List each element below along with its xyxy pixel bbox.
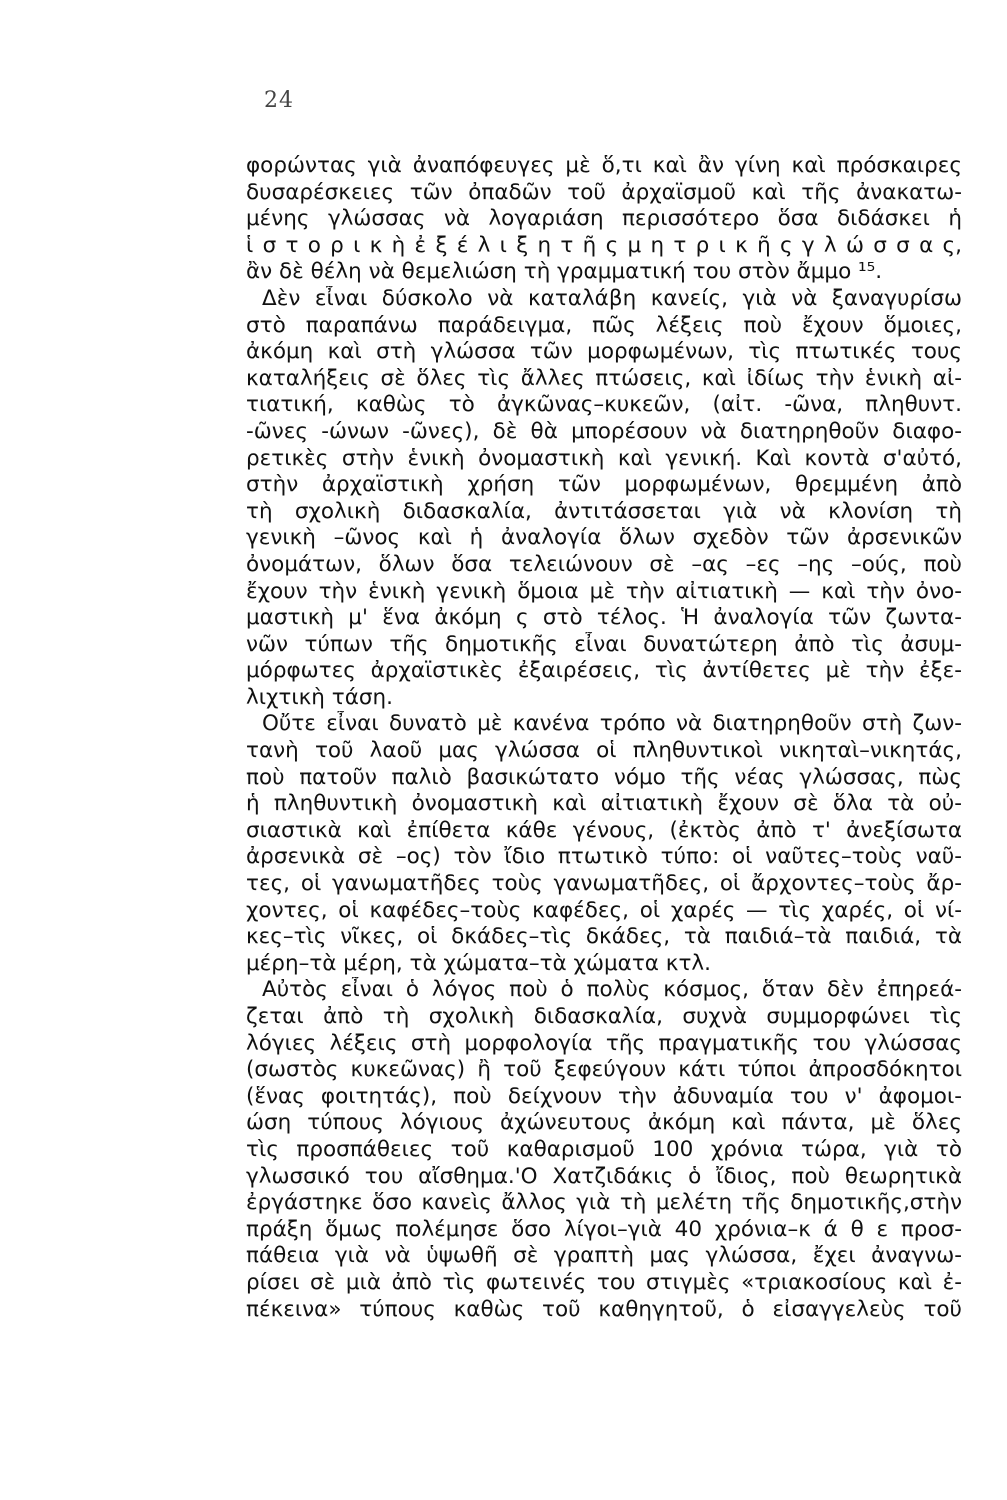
text-line: ποὺ πατοῦν παλιὸ βασικώτατο νόμο τῆς νέας γλώσσας, πὼς — [246, 764, 962, 790]
text-line: μέρη–τὰ μέρη, τὰ χώματα–τὰ χώματα κτλ. — [246, 950, 711, 976]
paragraph — [246, 153, 962, 286]
text-line: ὀνομάτων, ὅλων ὅσα τελειώνουν σὲ –ας –ες –ης –ούς, ποὺ — [246, 551, 962, 577]
text-line: τες, οἱ γανωματῆδες τοὺς γανωματῆδες, οἱ ἄρχοντες–τοὺς ἄρ- — [246, 871, 962, 897]
text-line: ζεται ἀπὸ τὴ σχολικὴ διδασκαλία, συχνὰ συμμορφώνει τὶς — [246, 1004, 962, 1029]
text-line: νῶν τύπων τῆς δημοτικῆς εἶναι δυνατώτερη ἀπὸ τὶς ἀσυμ- — [246, 631, 962, 657]
text-line: λόγιες λέξεις στὴ μορφολογία τῆς πραγματικῆς του γλώσσας — [246, 1030, 962, 1056]
text-line: ρετικὲς στὴν ἑνικὴ ὀνομαστικὴ καὶ γενική. Καὶ κοντὰ σ'αὐτό, — [246, 445, 962, 471]
text-line: Οὔτε εἶναι δυνατὸ μὲ κανένα τρόπο νὰ διατηρηθοῦν στὴ ζων- — [262, 711, 962, 737]
text-line: ἀκόμη καὶ στὴ γλώσσα τῶν μορφωμένων, τὶς πτωτικές τους — [246, 339, 962, 365]
text-line: Δὲν εἶναι δύσκολο νὰ καταλάβη κανείς, γιὰ νὰ ξαναγυρίσω — [262, 285, 962, 311]
text-line: κες–τὶς νῖκες, οἱ δκάδες–τὶς δκάδες, τὰ παιδιά–τὰ παιδιά, τὰ — [246, 924, 962, 950]
text-line: τανὴ τοῦ λαοῦ μας γλώσσα οἱ πληθυντικοὶ νικηταὶ–νικητάς, — [246, 738, 962, 764]
text-line: τὶς προσπάθειες τοῦ καθαρισμοῦ 100 χρόνια τώρα, γιὰ τὸ — [246, 1136, 962, 1162]
text-line: μόρφωτες ἀρχαϊστικὲς ἐξαιρέσεις, τὶς ἀντίθετες μὲ τὴν ἐξε- — [246, 658, 962, 684]
paragraph — [246, 711, 962, 977]
text-line: στὸ παραπάνω παράδειγμα, πῶς λέξεις ποὺ ἔχουν ὅμοιες, — [246, 312, 962, 338]
text-line: ἔχουν τὴν ἑνικὴ γενικὴ ὅμοια μὲ τὴν αἰτιατικὴ — καὶ τὴν ὀνο- — [246, 578, 962, 604]
text-line: ἀρσενικὰ σὲ –ος) τὸν ἴδιο πτωτικὸ τύπο: οἱ ναῦτες–τοὺς ναῦ- — [246, 844, 962, 870]
text-line: καταλήξεις σὲ ὅλες τὶς ἄλλες πτώσεις, καὶ ἰδίως τὴν ἑνικὴ αἰ- — [246, 365, 962, 391]
text-line: χοντες, οἱ καφέδες–τοὺς καφέδες, οἱ χαρές — τὶς χαρές, οἱ νί- — [246, 897, 962, 923]
text-line: γλωσσικό του αἴσθημα.'Ο Χατζιδάκις ὁ ἴδιος, ποὺ θεωρητικὰ — [246, 1163, 962, 1189]
page-number: 24 — [264, 88, 294, 113]
text-line: (σωστὸς κυκεῶνας) ἢ τοῦ ξεφεύγουν κάτι τύποι ἀπροσδόκητοι — [246, 1057, 962, 1083]
text-line: -ῶνες -ώνων -ῶνες), δὲ θὰ μπορέσουν νὰ διατηρηθοῦν διαφο- — [246, 418, 962, 444]
text-line: πάθεια γιὰ νὰ ὑψωθῆ σὲ γραπτὴ μας γλώσσα, ἔχει ἀναγνω- — [246, 1243, 962, 1269]
paragraph — [246, 286, 962, 712]
paragraph — [246, 977, 962, 1323]
text-line: (ἕνας φοιτητάς), ποὺ δείχνουν τὴν ἀδυναμία του ν' ἀφομοι- — [246, 1083, 962, 1109]
text-line: μαστικὴ μ' ἕνα ἀκόμη ς στὸ τέλος. Ἡ ἀναλογία τῶν ζωντα- — [246, 605, 962, 631]
text-line: φορώντας γιὰ ἀναπόφευγες μὲ ὅ,τι καὶ ἂν γίνη καὶ πρόσκαιρες — [246, 153, 962, 178]
text-line: σιαστικὰ καὶ ἐπίθετα κάθε γένους, (ἐκτὸς ἀπὸ τ' ἀνεξίσωτα — [246, 817, 962, 843]
text-line: ρίσει σὲ μιὰ ἀπὸ τὶς φωτεινές του στιγμὲς «τριακοσίους καὶ ἐ- — [246, 1269, 962, 1295]
text-line: μένης γλώσσας νὰ λογαριάση περισσότερο ὅσα διδάσκει ἡ — [246, 206, 962, 232]
text-line: ἡ πληθυντικὴ ὀνομαστικὴ καὶ αἰτιατικὴ ἔχουν σὲ ὅλα τὰ οὐ- — [246, 791, 962, 817]
text-line: στὴν ἀρχαϊστικὴ χρήση τῶν μορφωμένων, θρεμμένη ἀπὸ — [246, 472, 962, 498]
text-line: ἱ σ τ ο ρ ι κ ὴ ἐ ξ έ λ ι ξ η τ ῆ ς μ η τ ρ ι κ ῆ ς γ λ ώ σ σ α ς, — [246, 232, 962, 258]
text-line: γενικὴ –ῶνος καὶ ἡ ἀναλογία ὅλων σχεδὸν τῶν ἀρσενικῶν — [246, 525, 962, 551]
text-line: ἂν δὲ θέλη νὰ θεμελιώση τὴ γραμματική του στὸν ἄμμο ¹⁵. — [246, 259, 883, 285]
text-line: δυσαρέσκειες τῶν ὀπαδῶν τοῦ ἀρχαϊσμοῦ καὶ τῆς ἀνακατω- — [246, 179, 962, 205]
text-line: τιατική, καθὼς τὸ ἀγκῶνας–κυκεῶν, (αἰτ. -ῶνα, πληθυντ. — [246, 392, 962, 418]
text-line: ώση τύπους λόγιους ἀχώνευτους ἀκόμη καὶ πάντα, μὲ ὅλες — [246, 1110, 962, 1136]
text-line: τὴ σχολικὴ διδασκαλία, ἀντιτάσσεται γιὰ νὰ κλονίση τὴ — [246, 498, 962, 524]
text-line: πέκεινα» τύπους καθὼς τοῦ καθηγητοῦ, ὁ εἰσαγγελεὺς τοῦ — [246, 1296, 962, 1322]
body-text — [246, 153, 962, 1323]
text-line: λιχτικὴ τάση. — [246, 684, 393, 710]
text-line: ἐργάστηκε ὅσο κανεὶς ἄλλος γιὰ τὴ μελέτη τῆς δημοτικῆς,στὴν — [246, 1190, 962, 1216]
text-line: Αὐτὸς εἶναι ὁ λόγος ποὺ ὁ πολὺς κόσμος, ὅταν δὲν ἐπηρεά- — [262, 977, 962, 1003]
text-line: πράξη ὅμως πολέμησε ὅσο λίγοι–γιὰ 40 χρόνια–κ ά θ ε προσ- — [246, 1216, 962, 1242]
